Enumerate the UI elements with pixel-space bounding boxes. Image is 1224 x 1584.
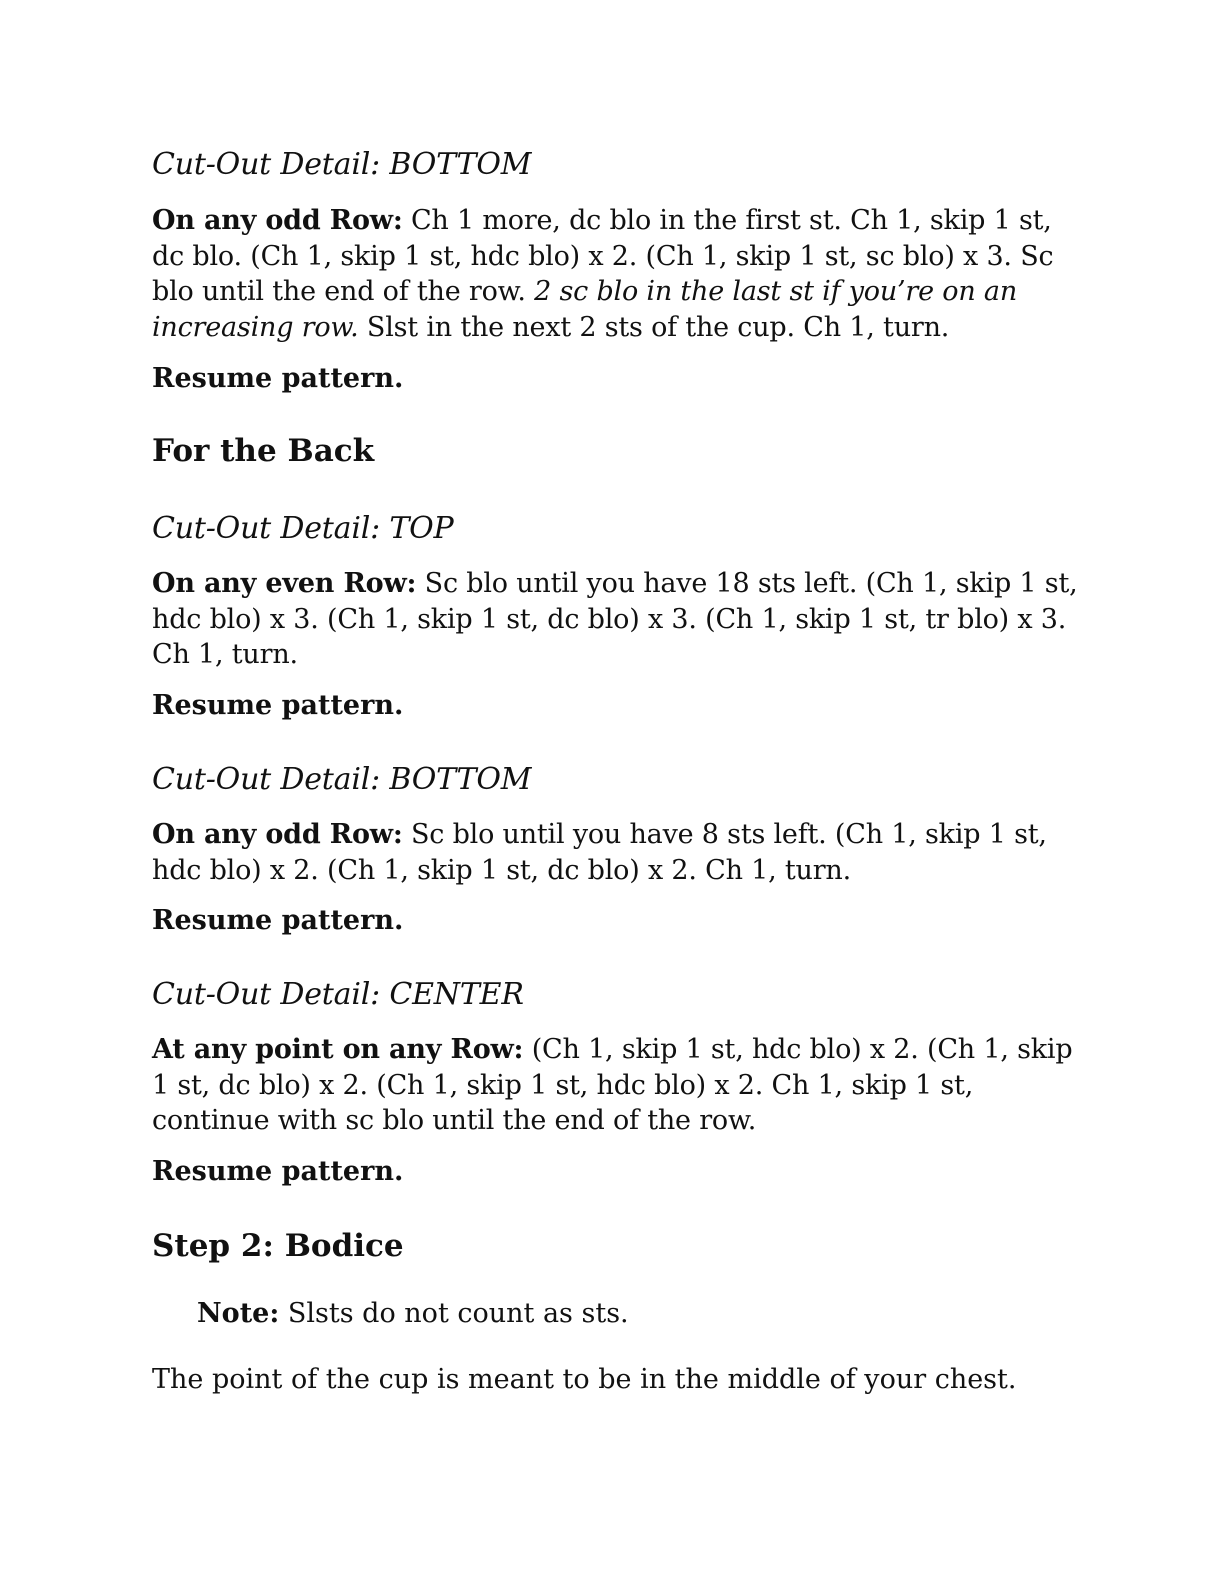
paragraph-line: dc blo. (Ch 1, skip 1 st, hdc blo) x 2. (Ch 1, skip 1 st, sc blo) x 3. Sc [152, 240, 1054, 272]
instruction-paragraph [152, 817, 1072, 888]
instruction-paragraph [152, 203, 1072, 345]
increase-note: increasing row. [152, 311, 359, 343]
note-text: Slsts do not count as sts. [279, 1298, 629, 1329]
instruction-text: (Ch 1, skip 1 st, hdc blo) x 2. (Ch 1, skip [523, 1034, 1073, 1065]
subheading-cutout-top: Cut-Out Detail: TOP [152, 511, 454, 546]
instruction-paragraph [152, 566, 1078, 673]
subheading-cutout-center: Cut-Out Detail: CENTER [152, 977, 524, 1012]
paragraph-line [152, 817, 1072, 853]
paragraph-line [152, 566, 1078, 602]
paragraph-line [152, 274, 1072, 310]
note-label: Note: [197, 1298, 280, 1329]
subheading-cutout-bottom: Cut-Out Detail: BOTTOM [152, 147, 532, 182]
body-text: The point of the cup is meant to be in the middle of your chest. [152, 1364, 1017, 1395]
instruction-text: blo until the end of the row. [152, 276, 535, 307]
subheading-cutout-bottom: Cut-Out Detail: BOTTOM [152, 762, 532, 797]
paragraph-line: 1 st, dc blo) x 2. (Ch 1, skip 1 st, hdc blo) x 2. Ch 1, skip 1 st, [152, 1069, 974, 1101]
paragraph-line: Ch 1, turn. [152, 639, 298, 670]
resume-pattern: Resume pattern. [152, 690, 404, 721]
paragraph-line: continue with sc blo until the end of the row. [152, 1105, 757, 1136]
instruction-text: Sc blo until you have 18 sts left. (Ch 1, skip 1 st, [416, 568, 1078, 599]
note-line [197, 1297, 629, 1331]
row-label: At any point on any Row: [152, 1034, 524, 1065]
row-label: On any odd Row: [152, 819, 403, 850]
section-heading-back: For the Back [152, 433, 375, 469]
paragraph-line [152, 310, 1072, 346]
instruction-text: Ch 1 more, dc blo in the first st. Ch 1, skip 1 st, [402, 205, 1052, 236]
paragraph-line [152, 1032, 1072, 1068]
paragraph-line: hdc blo) x 2. (Ch 1, skip 1 st, dc blo) x 2. Ch 1, turn. [152, 854, 852, 886]
section-heading-step2: Step 2: Bodice [152, 1228, 404, 1264]
paragraph-line [152, 203, 1072, 239]
resume-pattern: Resume pattern. [152, 1156, 404, 1187]
resume-pattern: Resume pattern. [152, 905, 404, 936]
instruction-text: Sc blo until you have 8 sts left. (Ch 1, skip 1 st, [402, 819, 1047, 850]
increase-note: 2 sc blo in the last st if you’re on an [534, 276, 1018, 307]
row-label: On any odd Row: [152, 205, 403, 236]
resume-pattern: Resume pattern. [152, 363, 404, 394]
paragraph-line: hdc blo) x 3. (Ch 1, skip 1 st, dc blo) x 3. (Ch 1, skip 1 st, tr blo) x 3. [152, 603, 1067, 635]
instruction-text: Slst in the next 2 sts of the cup. Ch 1, turn. [358, 311, 950, 343]
row-label: On any even Row: [152, 568, 417, 599]
instruction-paragraph [152, 1032, 1072, 1139]
